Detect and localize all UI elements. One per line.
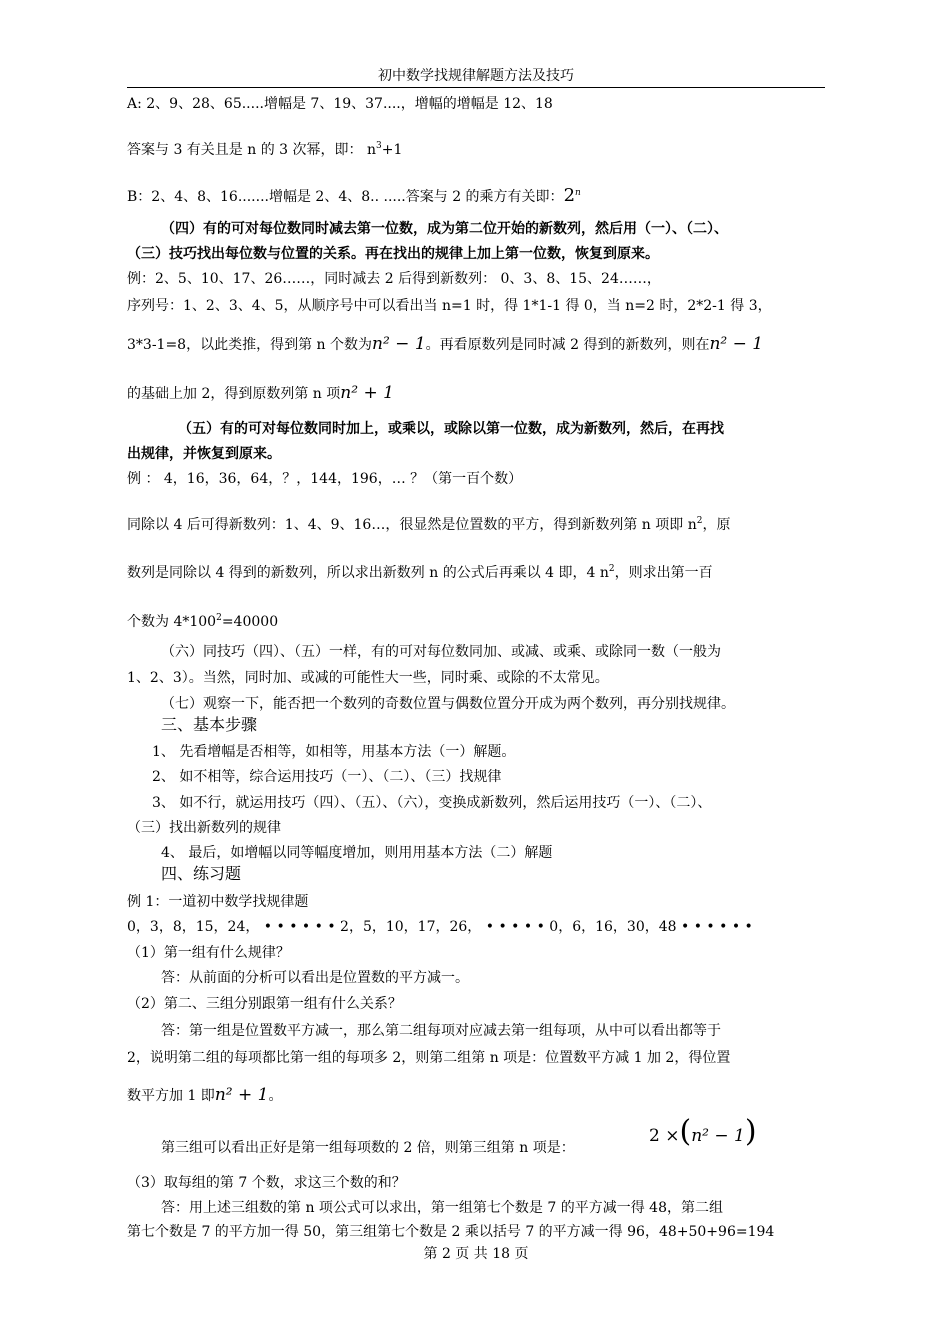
formula-right-paren: ): [744, 1114, 757, 1149]
example-1-sequences: 0，3，8，15，24， • • • • • • 2，5，10，17，26， • • • • • 0，6，16，30，48 • • • • • •: [127, 919, 753, 935]
section-5-line-4-exponent: 2: [696, 516, 703, 526]
section-4-line-5: [127, 335, 763, 354]
section-4-practice-heading: 四、练习题: [161, 864, 242, 883]
line-b1-text: B：2、4、8、16.......增幅是 2、4、8.. .....答案与 2 的乘方有关即：: [127, 189, 564, 205]
example-1-title: 例 1：一道初中数学找规律题: [127, 894, 309, 910]
line-a2-exponent: 3: [376, 141, 382, 151]
section-4-line-6: [127, 384, 394, 403]
section-5-line-4: [127, 512, 730, 534]
section-4-line-5-a: 3*3-1=8，以此类推，得到第 n 个数为: [127, 337, 373, 353]
section-7: （七）观察一下，能否把一个数列的奇数位置与偶数位置分开成为两个数列，再分别找规律。: [161, 696, 735, 712]
section-5-line-4-a: 同除以 4 后可得新数列：1、4、9、16…，很显然是位置数的平方，得到新数列第 n 项即 n: [127, 517, 697, 533]
section-4-sequence: 序列号：1、2、3、4、5，从顺序号中可以看出当 n=1 时，得 1*1-1 得 0，当 n=2 时，2*2-1 得 3，: [127, 298, 772, 314]
page-header-title: 初中数学找规律解题方法及技巧: [378, 68, 574, 84]
line-a1: A: 2、9、28、65.....增幅是 7、19、37....，增幅的增幅是 12、18: [127, 96, 553, 112]
step-3: 3、 如不行，就运用技巧（四）、（五）、（六），变换成新数列，然后运用技巧（一）、（二）、: [152, 795, 712, 811]
answer-2-line-3-a: 数平方加 1 即: [127, 1088, 215, 1104]
section-5-line-5-a: 数列是同除以 4 得到的新数列，所以求出新数列 n 的公式后再乘以 4 即，4 n: [127, 565, 609, 581]
section-5-example: 例 ： 4，16，36，64，？，144，196，… ？（第一百个数）: [127, 471, 523, 487]
section-5-line-4-b: ，原: [702, 517, 731, 533]
group-3-line: 第三组可以看出正好是第一组每项数的 2 倍，则第三组第 n 项是：: [161, 1140, 575, 1156]
formula-base: 2: [563, 185, 576, 206]
formula-n2-minus-1-b: n² − 1: [709, 334, 764, 354]
step-3-continued: （三）找出新数列的规律: [127, 820, 281, 836]
answer-2-line-1: 答：第一组是位置数平方减一，那么第二组每项对应减去第一组每项，从中可以看出都等于: [161, 1023, 721, 1039]
section-5-line-6-exponent: 2: [216, 613, 222, 623]
formula-2-power-n: [564, 185, 581, 206]
formula-exponent: n: [575, 188, 581, 198]
formula-n2-minus-1: n² − 1: [372, 334, 426, 354]
section-5-line-6-a: 个数为 4*100: [127, 614, 217, 630]
step-1: 1、 先看增幅是否相等，如相等，用基本方法（一）解题。: [152, 744, 516, 760]
answer-3-line-1: 答：用上述三组数的第 n 项公式可以求出，第一组第七个数是 7 的平方减一得 48，第二组: [161, 1200, 723, 1216]
section-5-heading: （五）有的可对每位数同时加上，或乘以，或除以第一位数，成为新数列，然后，在再找: [178, 421, 724, 437]
page-footer: 第 2 页 共 18 页: [423, 1246, 529, 1262]
section-4-line-2: （三）技巧找出每位数与位置的关系。再在找出的规律上加上第一位数，恢复到原来。: [127, 246, 659, 262]
formula-inner: n² − 1: [691, 1126, 745, 1146]
section-5-line-2: 出规律，并恢复到原来。: [127, 446, 281, 462]
question-3: （3）取每组的第 7 个数，求这三个数的和？: [127, 1175, 406, 1191]
section-5-line-5: [127, 560, 713, 582]
formula-2-times-n2-minus-1: [649, 1114, 757, 1149]
line-a2-text: 答案与 3 有关且是 n 的 3 次幂，即： n: [127, 142, 376, 158]
section-5-line-5-exponent: 2: [608, 564, 615, 574]
answer-2-line-2: 2，说明第二组的每项都比第一组的每项多 2，则第二组第 n 项是：位置数平方减 1 加 2，得位置: [127, 1050, 731, 1066]
answer-2-line-3: [127, 1086, 282, 1105]
step-2: 2、 如不相等，综合运用技巧（一）、（二）、（三）找规律: [152, 769, 502, 785]
line-a2: [127, 137, 402, 159]
formula-2-times: 2 ×: [649, 1126, 680, 1146]
answer-2-line-3-b: 。: [268, 1088, 283, 1104]
line-b1: [127, 184, 581, 206]
section-4-line-5-b: 。再看原数列是同时减 2 得到的新数列，则在: [425, 337, 710, 353]
question-1: （1）第一组有什么规律？: [127, 945, 290, 961]
section-4-heading: （四）有的可对每位数同时减去第一位数，成为第二位开始的新数列，然后用（一）、（二）、: [161, 221, 728, 237]
section-6-line-2: 1、2、3）。当然，同时加、或减的可能性大一些，同时乘、或除的不太常见。: [127, 670, 609, 686]
section-5-line-5-b: ，则求出第一百: [614, 565, 713, 581]
answer-1: 答：从前面的分析可以看出是位置数的平方减一。: [161, 970, 469, 986]
formula-n2-plus-1: n² + 1: [340, 383, 394, 403]
step-4: 4、 最后，如增幅以同等幅度增加，则用用基本方法（二）解题: [161, 845, 553, 861]
section-3-heading: 三、基本步骤: [161, 715, 258, 734]
section-4-example: 例：2、5、10、17、26……，同时减去 2 后得到新数列： 0、3、8、15、24……，: [127, 271, 661, 287]
section-4-line-6-a: 的基础上加 2，得到原数列第 n 项: [127, 386, 341, 402]
line-a2-tail: +1: [381, 142, 403, 158]
question-2: （2）第二、三组分别跟第一组有什么关系？: [127, 996, 402, 1012]
header-divider: [127, 87, 825, 88]
section-6-heading: （六）同技巧（四）、（五）一样，有的可对每位数同加、或减、或乘、或除同一数（一般为: [161, 644, 721, 660]
answer-3-line-2: 第七个数是 7 的平方加一得 50，第三组第七个数是 2 乘以括号 7 的平方减一得 96，48+50+96=194: [127, 1224, 775, 1240]
section-5-line-6: [127, 609, 278, 631]
formula-left-paren: (: [679, 1114, 692, 1149]
section-5-line-6-b: =40000: [221, 614, 279, 630]
formula-n2-plus-1-b: n² + 1: [214, 1085, 269, 1105]
